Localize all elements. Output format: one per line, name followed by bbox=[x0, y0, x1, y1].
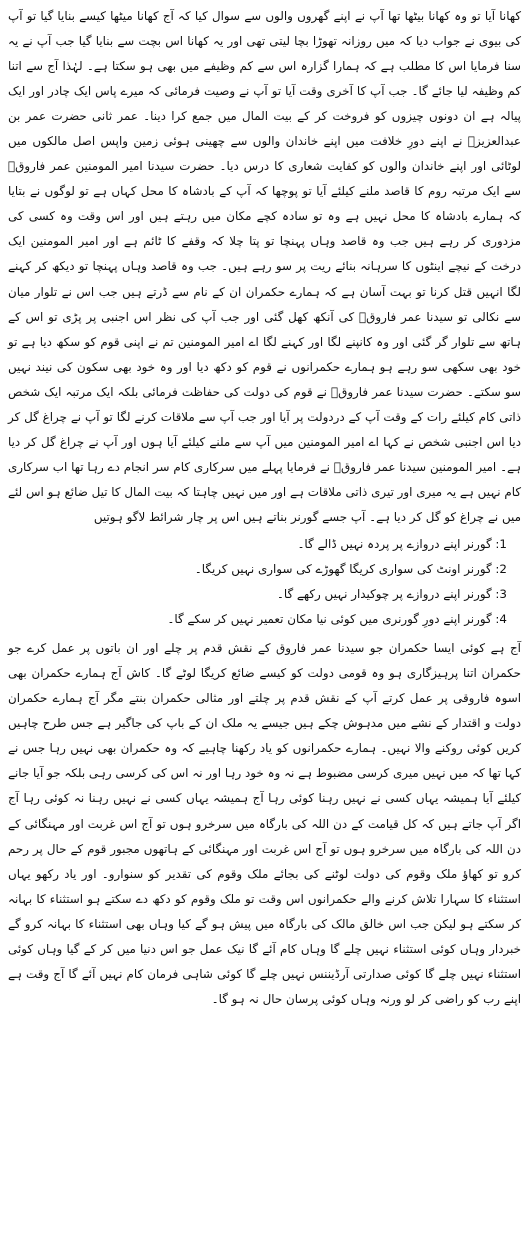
list-item: 2: گورنر اونٹ کی سواری کریگا گھوڑے کی سواری نہیں کریگا۔ bbox=[194, 562, 507, 577]
article-paragraph-1: کھانا آیا تو وہ کھانا بیٹھا تھا آپ نے اپنے گھروں والوں سے سوال کیا کہ آج کھانا میٹھا کیسے بنایا گیا تو آپ کی بیوی نے جواب دیا کہ میں روزانہ تھوڑا بچا لیتی تھی اور یہ کھانا اس بچت سے بنایا گیا جب آپ نے یہ سنا فرمایا اس کا مطلب ہے کہ ہمارا گزارہ اس سے کم وظیفے میں بھی ہو سکتا ہے۔ لہٰذا آج سے اتنا کم وظیفہ لیا جائے گا۔ جب آپ کا آخری وقت آیا تو آپ نے وصیت فرمائی کہ میرے پاس ایک چادر اور ایک پیالہ ہے ان دونوں چیزوں کو فروخت کر کے بیت المال میں جمع کرا دینا۔ عمر ثانی حضرت عمر بن عبدالعزیزؒ نے اپنے دورِ خلافت میں اپنے خاندان والوں سے چھینی ہوئی زمین واپس اصل مالکوں میں لوٹائی اور اپنے خاندان والوں کو کفایت شعاری کا درس دیا۔ حضرت سیدنا امیر المومنین عمر فاروقؓ سے ایک مرتبہ روم کا قاصد ملنے کیلئے آیا تو پوچھا کہ آپ کے بادشاہ کا محل کہاں ہے تو لوگوں نے بتایا کہ ہمارے بادشاہ کا محل نہیں ہے وہ تو سادہ کچے مکان میں رہتے ہیں اور اس وقت وہ کسی کی مزدوری کر رہے ہیں جب وہ قاصد وہاں پہنچا تو پتا چلا کہ وقفے کا ٹائم ہے اور امیر المومنین ایک درخت کے نیچے اینٹوں کا سرہانہ بنائے ریت پر سو رہے ہیں۔ جب وہ قاصد وہاں پہنچا تو دیکھ کر کہنے لگا انہیں قتل کرنا تو بہت آسان ہے کہ ہمارے حکمران ان کے نام سے ڈرتے ہیں جب اس نے تلوار میان سے نکالی تو سیدنا عمر فاروقؓ کی آنکھ کھل گئی اور جب آپ کی نظر اس اجنبی پر پڑی تو اس کے ہاتھ سے تلوار گر گئی اور وہ کانپنے لگا اور کہنے لگا اے امیر المومنین تم نے اپنی قوم کو سکھ دیا ہے تو خود بھی سکھی سو رہے ہو ہمارے حکمرانوں نے قوم کو دکھ دیا اور وہ خود بھی سکون کی نیند نہیں سو سکتے۔ حضرت سیدنا عمر فاروقؓ نے قوم کی دولت کی حفاظت فرمائی بلکہ ایک مرتبہ ایک شخص ذاتی کام کیلئے رات کے وقت آپ کے دردولت پر آیا اور جب آپ سے ملاقات کرنے لگا تو آپ نے چراغ گل کر دیا اس اجنبی شخص نے کہا اے امیر المومنین میں آپ سے ملنے کیلئے آیا ہوں اور آپ نے چراغ گل کر دیا ہے۔ امیر المومنین سیدنا عمر فاروقؓ نے فرمایا پہلے میں سرکاری کام سر انجام دے رہا تھا اب سرکاری کام نہیں ہے یہ میری اور تیری ذاتی ملاقات ہے اور میں نہیں چاہتا کہ بیت المال کا تیل ضائع ہو اس لئے میں نے چراغ کو گل کر دیا ہے۔ آپ جسے گورنر بناتے ہیں اس پر چار شرائط لاگو ہوتیں bbox=[8, 9, 521, 524]
list-item: 4: گورنر اپنے دورِ گورنری میں کوئی نیا مکان تعمیر نہیں کر سکے گا۔ bbox=[167, 612, 507, 627]
list-item: 3: گورنر اپنے دروازے پر چوکیدار نہیں رکھے گا۔ bbox=[276, 587, 507, 602]
list-item: 1: گورنر اپنے دروازے پر پردہ نہیں ڈالے گا۔ bbox=[297, 536, 507, 551]
governor-conditions-list bbox=[8, 532, 521, 632]
article-paragraph-2: آج ہے کوئی ایسا حکمران جو سیدنا عمر فاروق کے نقش قدم پر چلے اور ان باتوں پر عمل کرے جو حکمران اتنا پرہیزگاری ہو وہ قومی دولت کو کیسے ضائع کریگا لوٹے گا۔ کاش آج ہمارے حکمران بھی اسوہ فاروقی پر عمل کرتے آپ کے نقش قدم پر چلتے اور مثالی حکمران بنتے مگر آج ہمارے حکمران دولت و اقتدار کے نشے میں مدہوش چکے ہیں جیسے یہ ملک ان کے باپ کی جاگیر ہے جس طرح چاہیں کریں کوئی روکنے والا نہیں۔ ہمارے حکمرانوں کو یاد رکھنا چاہیے کہ وہ حکمران بھی نہیں رہا جس نے کہا تھا کہ میں نہیں میری کرسی مضبوط ہے نہ وہ خود رہا اور نہ اس کی کرسی رہی بلکہ جو آیا جانے کیلئے آیا ہمیشہ یہاں کسی نے نہیں رہنا کوئی رہا آج ہمیشہ یہاں کسی نے نہیں رہنا نہ کوئی رہا آج اگر آپ جاتے ہیں کہ کل قیامت کے دن اللہ کی بارگاہ میں سرخرو ہوں تو آج اس غربت اور مہنگائی کے دن اللہ کی بارگاہ میں سرخرو ہوں تو آج اس غربت اور مہنگائی کے ہاتھوں مجبور قوم کے حال پر رحم کرو تو کھاؤ ملک وقوم کی دولت لوٹنے کی بجائے ملک وقوم کی تقدیر کو سنوارو۔ اور یاد رکھو یہاں استثناء کا سہارا تلاش کرنے والے حکمرانوں اس وقت تو ملک وقوم کو دکھ دے سکتے ہو استثناء کا بہانہ کر سکتے ہو لیکن جب اس خالق مالک کی بارگاہ میں پیش ہو گے کیا وہاں بھی استثناء کا بہانہ کرو گے خبردار وہاں کوئی استثناء نہیں چلے گا وہاں کام آئے گا نیک عمل جو اس دنیا میں کر کے گیا وہاں کوئی استثناء نہیں چلے گا کوئی صدارتی آرڈیننس نہیں چلے گا کوئی شاہی فرمان کام نہیں آئے گا آج وقت ہے اپنے رب کو راضی کر لو ورنہ وہاں کوئی پرسان حال نہ ہو گا۔ bbox=[8, 641, 521, 1006]
